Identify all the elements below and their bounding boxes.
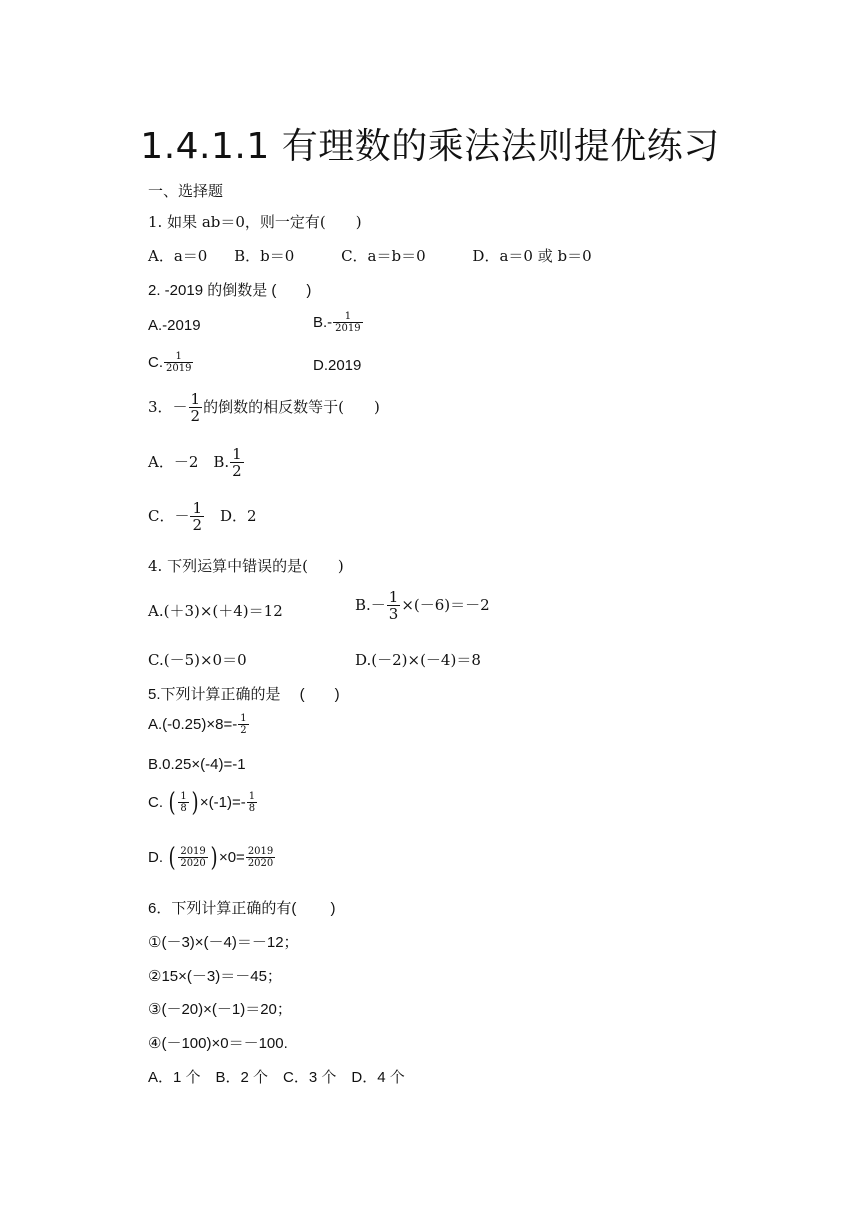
q6-item-4: ④(－100)×0＝－100.	[148, 1035, 288, 1052]
q6-item-2: ②15×(－3)＝－45；	[148, 968, 282, 985]
q5-option-b: B.0.25×(-4)=-1	[148, 756, 246, 773]
fraction-numerator: 1	[344, 311, 352, 322]
q5-option-d-middle: ×0=	[218, 848, 245, 866]
q5-option-a	[148, 714, 250, 736]
fraction-numerator: 2019	[247, 846, 274, 857]
q2-option-c	[148, 352, 194, 374]
q6-item-3: ③(－20)×(－1)＝20；	[148, 1001, 292, 1018]
q2-option-b	[313, 312, 364, 334]
q1-option-a: A．a＝0	[148, 247, 208, 265]
q2-option-a: A.-2019	[148, 317, 201, 334]
q5-option-d	[148, 845, 276, 871]
q3-options-cd	[148, 501, 257, 533]
q2-option-d: D.2019	[313, 357, 362, 374]
q4-option-b-label: B.－	[355, 596, 386, 614]
fraction-denominator: 2	[240, 725, 247, 736]
fraction-denominator: 2020	[180, 858, 206, 869]
q5-option-d-label: D.	[148, 848, 168, 866]
q5-option-c-middle: ×(-1)=-	[199, 793, 246, 811]
fraction-numerator: 1	[190, 390, 201, 408]
q3-options-ab	[148, 447, 245, 479]
q4-option-b	[355, 590, 490, 622]
fraction-denominator: 2	[232, 462, 242, 480]
left-paren: (	[168, 843, 176, 873]
q6-options: A．1 个 B．2 个 C．3 个 D．4 个	[148, 1069, 405, 1086]
section-heading: 一、选择题	[148, 182, 224, 200]
fraction-denominator: 2	[190, 407, 201, 425]
fraction-numerator: 1	[388, 588, 399, 606]
fraction-denominator: 2020	[247, 858, 274, 869]
question-6-stem: 6．下列计算正确的有( )	[148, 900, 336, 917]
fraction-denominator: 3	[388, 605, 399, 623]
q6-item-1: ①(－3)×(－4)＝－12；	[148, 934, 299, 951]
q2-option-b-label: B.-	[313, 313, 333, 331]
question-5-stem: 5.下列计算正确的是 ( )	[148, 686, 340, 703]
q5-option-c	[148, 790, 258, 816]
q4-option-b-fraction	[387, 590, 401, 622]
q2-option-c-fraction	[164, 352, 193, 374]
question-1-options	[148, 245, 592, 266]
right-paren: )	[191, 788, 199, 818]
left-paren: (	[168, 788, 176, 818]
fraction-denominator: 2019	[335, 323, 361, 334]
page-title: 1.4.1.1 有理数的乘法法则提优练习	[140, 126, 720, 167]
fraction-denominator: 8	[180, 803, 187, 814]
fraction-numerator: 1	[248, 791, 256, 802]
fraction-numerator: 1	[175, 351, 182, 362]
q4-option-d: D.(－2)×(－4)＝8	[355, 651, 481, 669]
q5-option-d-fraction	[178, 847, 207, 869]
q3-option-b-fraction	[230, 447, 244, 479]
question-1-stem: 1. 如果 ab＝0，则一定有( )	[148, 213, 362, 231]
q4-option-b-rest: ×(－6)＝－2	[401, 596, 490, 614]
q5-option-c-label: C.	[148, 793, 168, 811]
question-4-stem: 4. 下列运算中错误的是( )	[148, 557, 344, 575]
right-paren: )	[210, 843, 218, 873]
q3-stem-suffix: 的倒数的相反数等于( )	[203, 398, 380, 416]
q2-option-c-label: C.	[148, 353, 163, 371]
q1-option-b: B．b＝0	[234, 247, 295, 265]
fraction-denominator: 2019	[166, 363, 192, 374]
q3-option-d: D．2	[205, 507, 257, 525]
question-3-stem	[148, 392, 380, 424]
q5-option-c-result-fraction	[247, 792, 257, 814]
q1-option-c: C．a＝b＝0	[341, 247, 426, 265]
fraction-numerator: 1	[192, 499, 203, 517]
fraction-numerator: 2019	[180, 846, 206, 857]
fraction-denominator: 2	[192, 516, 203, 534]
q2-option-b-fraction	[333, 312, 362, 334]
q3-stem-prefix: 3．－	[148, 398, 188, 416]
q5-option-a-fraction	[238, 714, 248, 736]
q3-option-c-label: C．－	[148, 507, 190, 525]
fraction-numerator: 1	[180, 791, 187, 802]
q4-option-c: C.(－5)×0＝0	[148, 651, 247, 669]
q5-option-c-fraction	[178, 792, 188, 814]
q5-option-d-result-fraction	[246, 847, 275, 869]
question-2-stem: 2. -2019 的倒数是 ( )	[148, 282, 312, 299]
fraction-numerator: 1	[232, 445, 242, 463]
q3-option-c-fraction	[190, 501, 204, 533]
q3-option-a-b-label: A．－2 B.	[148, 453, 230, 471]
q4-option-a: A.(＋3)×(＋4)＝12	[148, 602, 283, 620]
q5-option-a-label: A.(-0.25)×8=-	[148, 715, 238, 733]
fraction-numerator: 1	[240, 713, 247, 724]
q3-stem-fraction	[189, 392, 203, 424]
fraction-denominator: 8	[248, 803, 256, 814]
q1-option-d: D．a＝0 或 b＝0	[472, 247, 592, 265]
